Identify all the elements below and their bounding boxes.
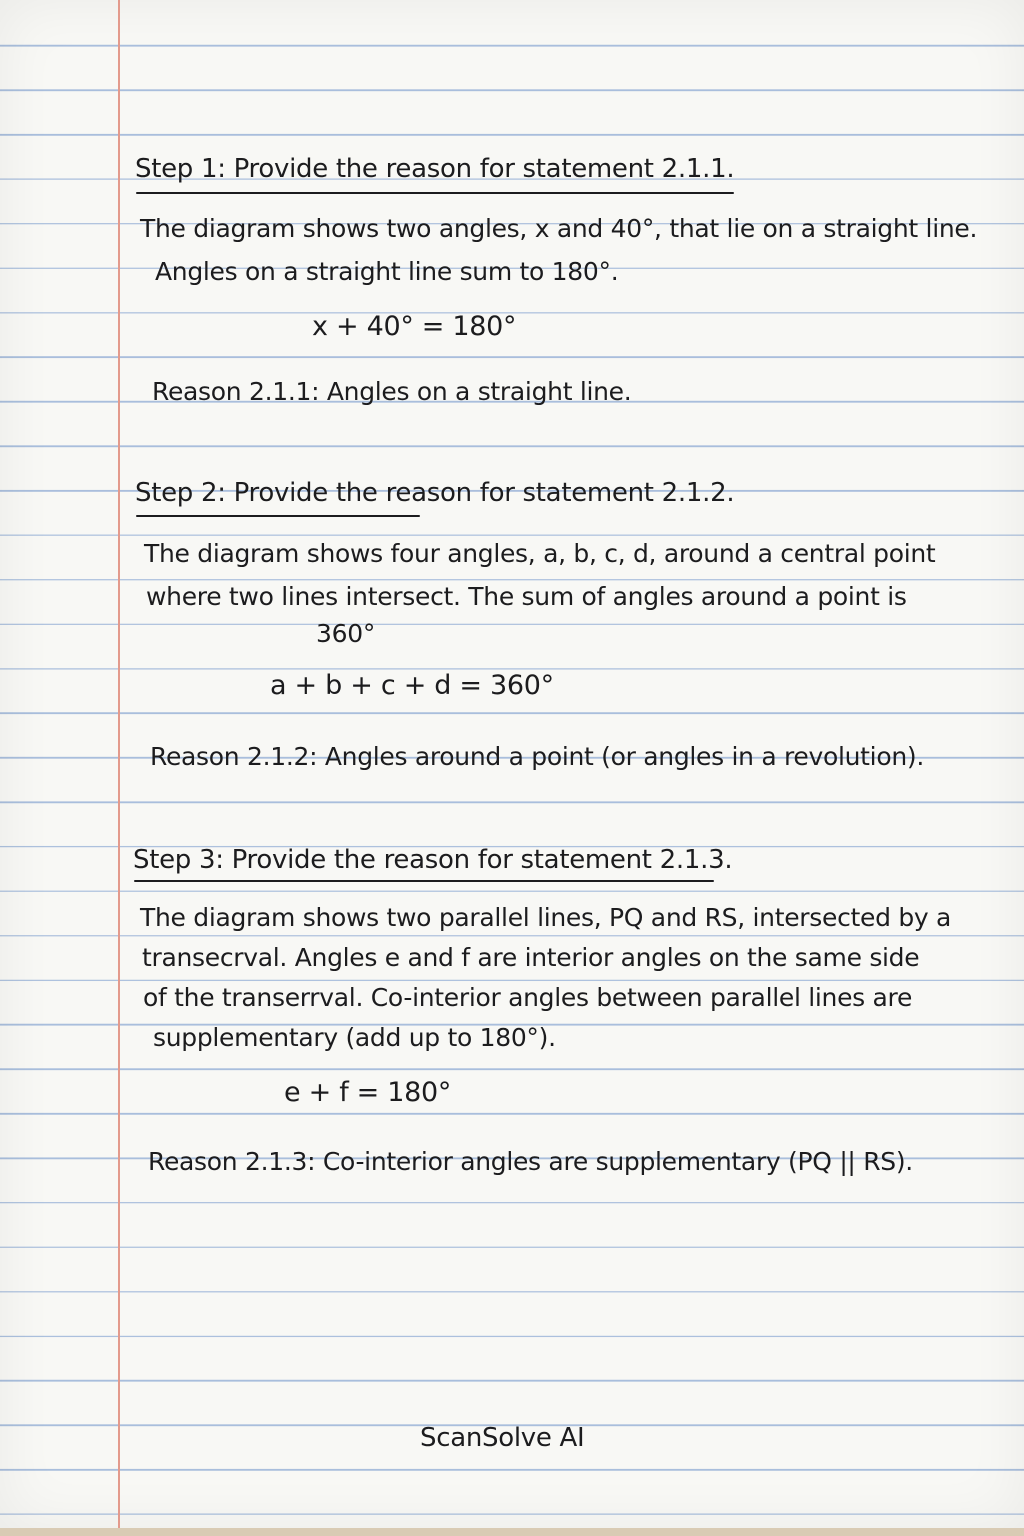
step-2-body-line-2: where two lines intersect. The sum of angles around a point is <box>146 582 907 611</box>
step-3-body-line-2: transecrval. Angles e and f are interior angles on the same side <box>142 943 920 972</box>
step-3-underline <box>134 880 714 882</box>
step-3-body-line-4: supplementary (add up to 180°). <box>153 1023 556 1052</box>
margin-line <box>118 0 120 1528</box>
step-2-equation: a + b + c + d = 360° <box>270 670 554 701</box>
step-3-heading: Step 3: Provide the reason for statement 2.1.3. <box>133 845 733 875</box>
step-1-reason: Reason 2.1.1: Angles on a straight line. <box>152 377 632 406</box>
footer-brand: ScanSolve AI <box>420 1423 585 1453</box>
step-1-body-line-1: The diagram shows two angles, x and 40°, that lie on a straight line. <box>140 214 978 243</box>
step-2-reason: Reason 2.1.2: Angles around a point (or angles in a revolution). <box>150 742 924 771</box>
step-2-underline <box>136 515 420 517</box>
step-2-body-line-3: 360° <box>316 619 376 648</box>
step-1-heading: Step 1: Provide the reason for statement 2.1.1. <box>135 154 735 184</box>
step-1-underline <box>136 192 734 194</box>
step-1-body-line-2: Angles on a straight line sum to 180°. <box>155 257 619 286</box>
step-3-equation: e + f = 180° <box>284 1077 452 1108</box>
step-3-reason: Reason 2.1.3: Co-interior angles are supplementary (PQ || RS). <box>148 1147 913 1176</box>
step-2-body-line-1: The diagram shows four angles, a, b, c, d, around a central point <box>144 539 936 568</box>
step-3-body-line-3: of the transerrval. Co-interior angles between parallel lines are <box>143 983 913 1012</box>
step-1-equation: x + 40° = 180° <box>312 311 517 342</box>
step-3-body-line-1: The diagram shows two parallel lines, PQ and RS, intersected by a <box>140 903 952 932</box>
step-2-heading: Step 2: Provide the reason for statement 2.1.2. <box>135 478 735 508</box>
